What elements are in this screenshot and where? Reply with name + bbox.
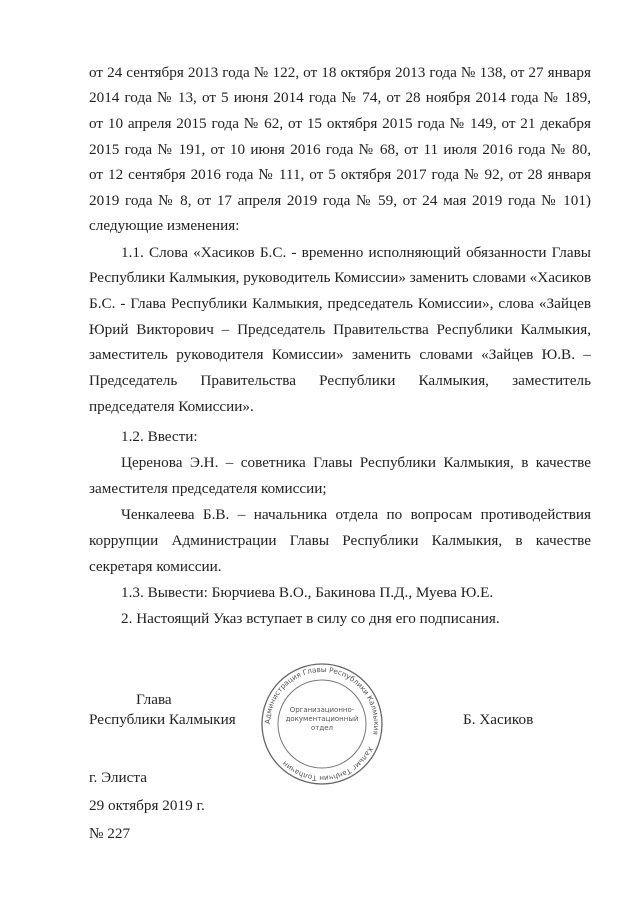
text-line: 1.2. Ввести: — [121, 428, 198, 445]
signatory-name: Б. Хасиков — [463, 711, 534, 728]
text-line: 2014 года № 13, от 5 июня 2014 года № 74, от 28 ноября 2014 года № 189, — [89, 89, 591, 106]
text-line: председателя Комиссии». — [89, 398, 254, 415]
text-line: Председатель Правительства Республики Калмыкия, заместитель — [89, 372, 591, 389]
text-line: 1.3. Вывести: Бюрчиева В.О., Бакинова П.Д., Муева Ю.Е. — [121, 584, 494, 601]
text-line: Ченкалеева Б.В. – начальника отдела по вопросам противодействия — [121, 506, 591, 523]
text-line: 2019 года № 8, от 17 апреля 2019 года № 59, от 24 мая 2019 года № 101) — [89, 192, 591, 209]
text-line: заместителя председателя комиссии; — [89, 480, 327, 497]
text-line: Б.С. - Глава Республики Калмыкия, председатель Комиссии», слова «Зайцев — [89, 295, 591, 312]
text-line: от 24 сентября 2013 года № 122, от 18 октября 2013 года № 138, от 27 января — [89, 64, 591, 81]
signature-title: Глава — [136, 691, 172, 708]
text-line: от 10 апреля 2015 года № 62, от 15 октября 2015 года № 149, от 21 декабря — [89, 115, 591, 132]
decree-number: № 227 — [89, 825, 131, 842]
text-line: коррупции Администрации Главы Республики Калмыкия, в качестве — [89, 532, 591, 549]
official-seal — [258, 660, 386, 788]
text-line: 1.1. Слова «Хасиков Б.С. - временно исполняющий обязанности Главы — [121, 244, 591, 261]
text-line: секретаря комиссии. — [89, 558, 222, 575]
text-line: Юрий Викторович – Председатель Правительства Республики Калмыкия, — [89, 321, 591, 338]
signature-title-republic: Республики Калмыкия — [89, 711, 236, 728]
signing-date: 29 октября 2019 г. — [89, 797, 205, 814]
seal-inner-text: Организационно-документационный отдел — [285, 706, 359, 732]
text-line: следующие изменения: — [89, 217, 240, 234]
text-line: 2015 года № 191, от 10 июня 2016 года № 68, от 11 июля 2016 года № 80, — [89, 141, 591, 158]
place-of-signing: г. Элиста — [89, 769, 147, 786]
text-line: заместитель руководителя Комиссии» заменить словами «Зайцев Ю.В. – — [89, 346, 591, 363]
text-line: Церенова Э.Н. – советника Главы Республики Калмыкия, в качестве — [121, 454, 591, 471]
seal-outer-text-kalmyk: Хальмг Таңһчин Толһачин — [280, 745, 376, 784]
text-line: от 12 сентября 2016 года № 111, от 5 октября 2017 года № 92, от 28 января — [89, 166, 591, 183]
text-line: Республики Калмыкия, руководитель Комиссии» заменить словами «Хасиков — [89, 269, 592, 286]
text-line: 2. Настоящий Указ вступает в силу со дня его подписания. — [121, 610, 500, 627]
seal-outer-text: Администрация Главы Республики Калмыкия — [262, 664, 382, 736]
